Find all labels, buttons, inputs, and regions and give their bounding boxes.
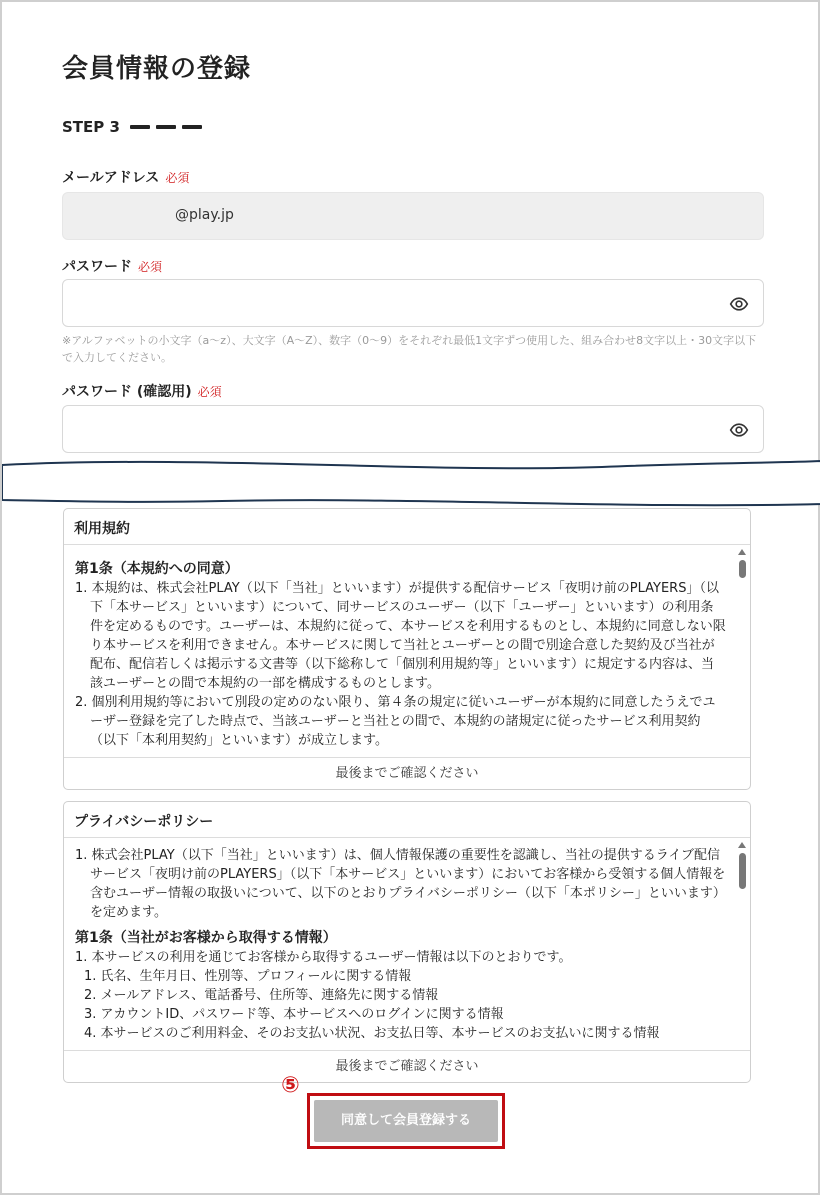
list-item: 1. 株式会社PLAY（以下「当社」といいます）は、個人情報保護の重要性を認識し、当社の提供するライブ配信サービス「夜明け前のPLAYERS」（以下「本サービス」といいます）においてお客様から受領する個人情報を含むユーザー情報の取扱いについて、以下のとおりプライバシーポリシー（以下「本ポリシー」といいます）を定めます。	[75, 848, 726, 920]
list-item: 3. アカウントID、パスワード等、本サービスへのログインに関する情報	[84, 1007, 504, 1022]
submit-highlight	[307, 1093, 505, 1149]
agree-register-button[interactable]: 同意して会員登録する	[314, 1100, 498, 1142]
privacy-intro-list	[75, 846, 726, 922]
terms-scrollbar[interactable]	[737, 549, 747, 578]
terms-section-title: 第1条（本規約への同意）	[75, 561, 239, 577]
terms-panel	[63, 508, 751, 790]
password-required-badge: 必須	[138, 260, 163, 274]
scroll-thumb[interactable]	[739, 853, 746, 889]
password-field[interactable]	[62, 279, 764, 327]
step-dash-2	[156, 125, 176, 129]
privacy-footer: 最後までご確認ください	[64, 1050, 750, 1082]
step-marker-number: ⑤	[281, 1073, 300, 1098]
privacy-body[interactable]	[64, 838, 750, 1050]
privacy-scrollbar[interactable]	[737, 842, 747, 889]
page-title: 会員情報の登録	[62, 54, 252, 84]
scroll-thumb[interactable]	[739, 560, 746, 578]
email-value: @play.jp	[175, 207, 234, 223]
list-item: 2. 個別利用規約等において別段の定めのない限り、第４条の規定に従いユーザーが本規約に同意したうえでユーザー登録を完了した時点で、当該ユーザーと当社との間で、本規約の諸規定に従ったサービス利用契約（以下「本利用契約」といいます）が成立します。	[75, 695, 716, 748]
email-required-badge: 必須	[165, 171, 190, 185]
list-item: 1. 氏名、生年月日、性別等、プロフィールに関する情報	[84, 969, 412, 984]
step-indicator	[62, 118, 202, 136]
step-label: STEP 3	[62, 118, 120, 136]
eye-icon[interactable]	[729, 420, 749, 440]
scroll-up-icon[interactable]	[738, 842, 746, 848]
list-item: 4. 本サービスのご利用料金、そのお支払い状況、お支払日等、本サービスのお支払いに関する情報	[84, 1026, 660, 1041]
password-confirm-label-row	[62, 381, 222, 401]
list-item: 1. 本サービスの利用を通じてお客様から取得するユーザー情報は以下のとおりです。	[75, 950, 572, 965]
cut-divider	[2, 457, 820, 512]
scroll-up-icon[interactable]	[738, 549, 746, 555]
privacy-section-list	[75, 948, 726, 967]
email-label-row	[62, 167, 189, 187]
eye-icon[interactable]	[729, 294, 749, 314]
password-confirm-required-badge: 必須	[197, 385, 222, 399]
list-item: 1. 本規約は、株式会社PLAY（以下「当社」といいます）が提供する配信サービス「夜明け前のPLAYERS」（以下「本サービス」といいます）について、同サービスのユーザー（以下「ユーザー」といいます）の利用条件を定めるものです。ユーザーは、本規約に従って、本サービスを利用するものとし、本規約に同意しない限り本サービスを利用できません。本サービスに関して当社とユーザーとの間で別途合意した契約及び当社が配布、配信若しくは掲示する文書等（以下総称して「個別利用規約等」といいます）に規定する内容は、当該ユーザーとの間で本規約の一部を構成するものとします。	[75, 581, 726, 691]
password-confirm-field[interactable]	[62, 405, 764, 453]
step-dash-3	[182, 125, 202, 129]
terms-body[interactable]	[64, 545, 750, 757]
password-label: パスワード	[62, 259, 132, 275]
terms-footer: 最後までご確認ください	[64, 757, 750, 789]
password-hint: ※アルファベットの小文字（a～z）、大文字（A～Z）、数字（0～9）をそれぞれ最低1文字ずつ使用した、組み合わせ8文字以上・30文字以下で入力してください。	[62, 334, 757, 364]
password-label-row	[62, 256, 162, 276]
privacy-sub-list	[75, 967, 726, 1043]
email-label: メールアドレス	[62, 170, 160, 186]
privacy-header: プライバシーポリシー	[64, 802, 750, 838]
privacy-section-title: 第1条（当社がお客様から取得する情報）	[75, 930, 337, 946]
password-confirm-label: パスワード (確認用)	[62, 384, 192, 400]
terms-header: 利用規約	[64, 509, 750, 545]
list-item: 2. メールアドレス、電話番号、住所等、連絡先に関する情報	[84, 988, 439, 1003]
privacy-panel	[63, 801, 751, 1083]
step-dash-1	[130, 125, 150, 129]
email-field	[62, 192, 764, 240]
terms-list	[75, 579, 726, 750]
